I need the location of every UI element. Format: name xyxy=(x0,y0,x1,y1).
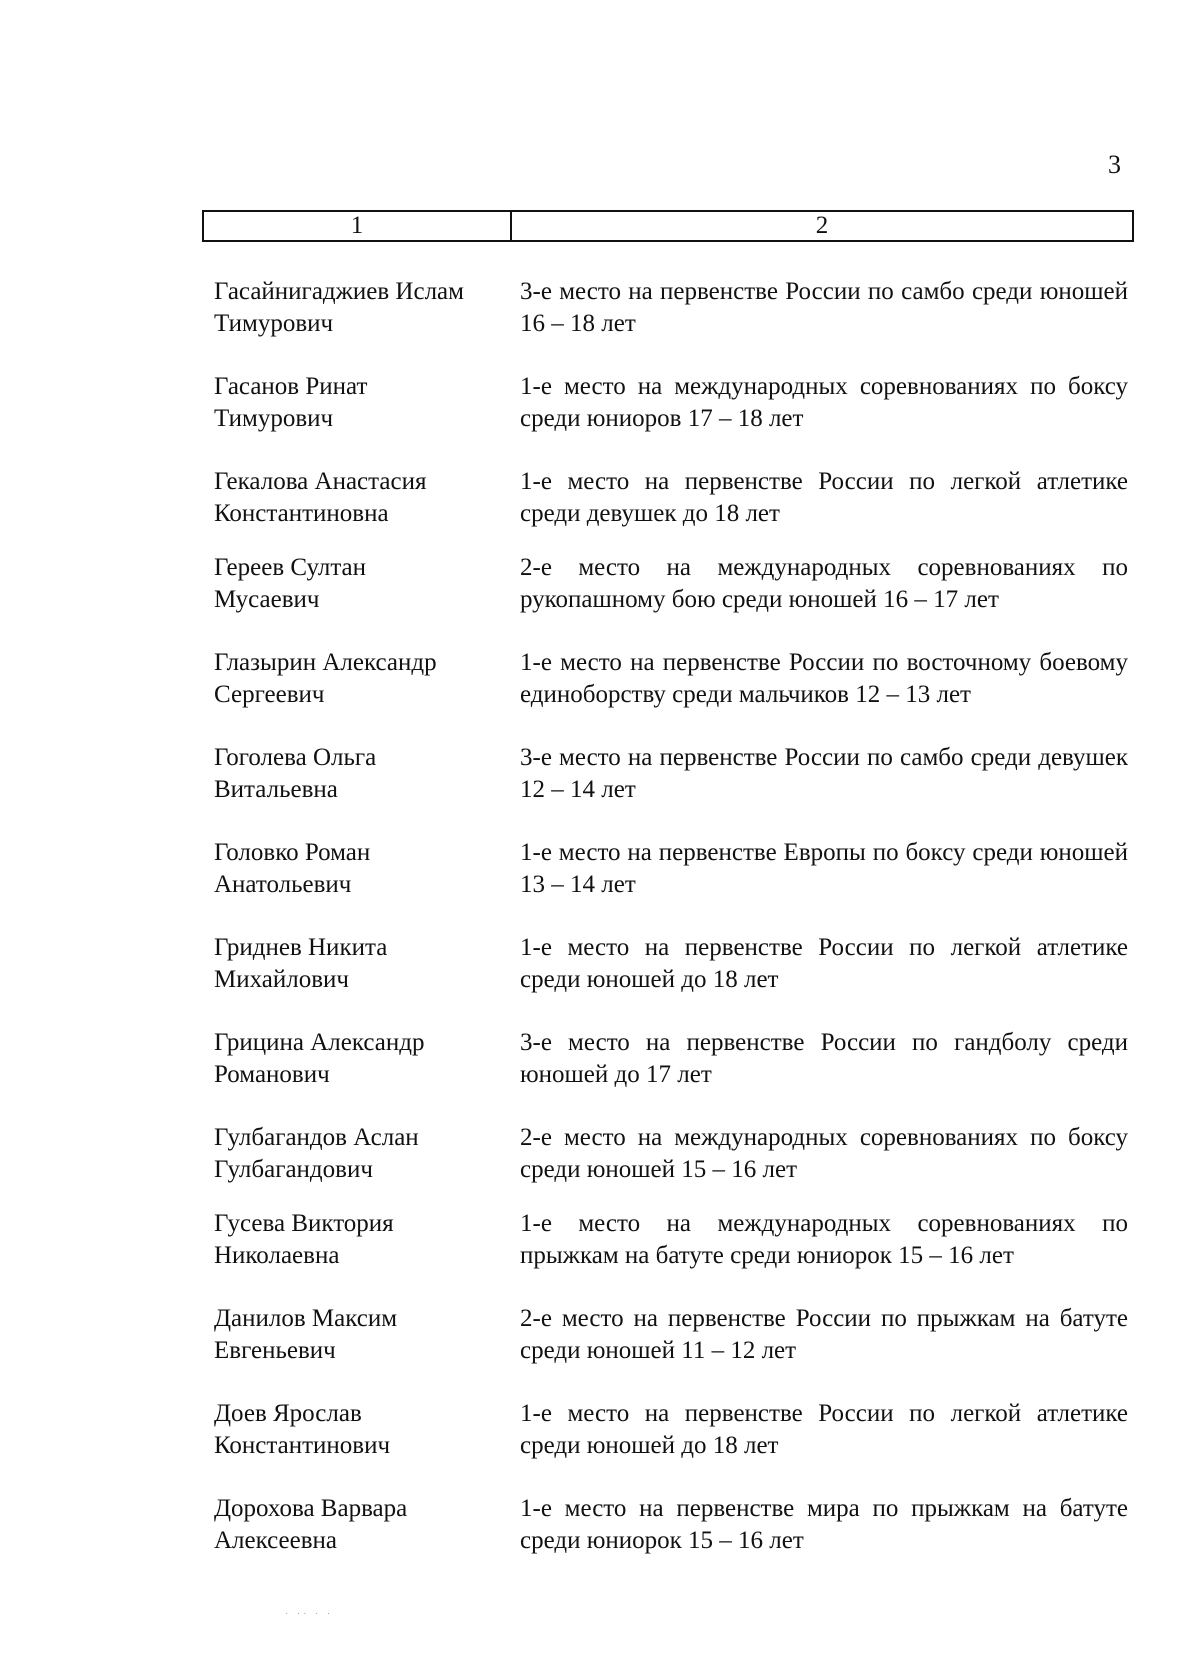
person-name xyxy=(214,276,520,371)
achievement-text: 1-е место на первенстве России по легкой атлетике среди юношей до 18 лет xyxy=(520,1400,1128,1459)
list-item xyxy=(214,1122,1134,1208)
person-name xyxy=(214,371,520,466)
person-name xyxy=(214,466,520,552)
awardee-list xyxy=(214,276,1134,1588)
person-name-line1: Гереев Султан xyxy=(214,554,367,581)
achievement-text: 3-е место на первенстве России по самбо среди юношей 16 – 18 лет xyxy=(520,278,1128,337)
person-name-line1: Гусева Виктория xyxy=(214,1210,394,1237)
achievement-text: 2-е место на международных соревнованиях по боксу среди юношей 15 – 16 лет xyxy=(520,1124,1128,1183)
person-name-line1: Головко Роман xyxy=(214,839,371,866)
achievement-text: 2-е место на международных соревнованиях по рукопашному бою среди юношей 16 – 17 лет xyxy=(520,554,1128,613)
person-name xyxy=(214,1122,520,1208)
person-name xyxy=(214,647,520,742)
person-name-line2: Константинович xyxy=(214,1432,391,1459)
person-name xyxy=(214,837,520,932)
list-item xyxy=(214,1303,1134,1398)
list-item xyxy=(214,1398,1134,1493)
person-name xyxy=(214,1208,520,1303)
achievement-text: 1-е место на первенстве мира по прыжкам на батуте среди юниорок 15 – 16 лет xyxy=(520,1495,1128,1554)
achievement-text: 3-е место на первенстве России по гандболу среди юношей до 17 лет xyxy=(520,1029,1128,1088)
person-name xyxy=(214,1303,520,1398)
person-name-line1: Гулбагандов Аслан xyxy=(214,1124,419,1151)
achievement-text: 1-е место на первенстве Европы по боксу среди юношей 13 – 14 лет xyxy=(520,839,1128,898)
list-item xyxy=(214,371,1134,466)
person-name-line2: Евгеньевич xyxy=(214,1337,336,1364)
list-item xyxy=(214,1208,1134,1303)
person-name-line1: Дорохова Варвара xyxy=(214,1495,408,1522)
person-name-line2: Алексеевна xyxy=(214,1527,338,1554)
person-name-line1: Гриднев Никита xyxy=(214,934,388,961)
person-name-line2: Сергеевич xyxy=(214,681,325,708)
person-name xyxy=(214,742,520,837)
achievement-text: 1-е место на первенстве России по легкой атлетике среди девушек до 18 лет xyxy=(520,468,1128,527)
achievement-text: 3-е место на первенстве России по самбо среди девушек 12 – 14 лет xyxy=(520,744,1128,803)
person-name-line2: Константиновна xyxy=(214,500,389,527)
list-item xyxy=(214,552,1134,647)
person-name-line1: Данилов Максим xyxy=(214,1305,398,1332)
page-number: 3 xyxy=(1108,150,1121,179)
list-item xyxy=(214,647,1134,742)
column-header-table xyxy=(202,210,1134,242)
person-name-line1: Гасанов Ринат xyxy=(214,373,368,400)
person-name xyxy=(214,1493,520,1588)
column-header-2: 2 xyxy=(815,212,829,239)
column-header-1: 1 xyxy=(204,212,512,240)
person-name-line1: Гасайнигаджиев Ислам xyxy=(214,278,464,305)
person-name-line2: Витальевна xyxy=(214,776,338,803)
person-name-line1: Глазырин Александр xyxy=(214,649,437,676)
list-item xyxy=(214,742,1134,837)
person-name-line2: Тимурович xyxy=(214,405,334,432)
person-name-line2: Николаевна xyxy=(214,1242,340,1269)
list-item xyxy=(214,276,1134,371)
person-name-line1: Доев Ярослав xyxy=(214,1400,362,1427)
person-name-line1: Грицина Александр xyxy=(214,1029,425,1056)
list-item xyxy=(214,837,1134,932)
achievement-text: 2-е место на первенстве России по прыжкам на батуте среди юношей 11 – 12 лет xyxy=(520,1305,1128,1364)
achievement-text: 1-е место на первенстве России по восточному боевому единоборству среди мальчиков 12 – 13 лет xyxy=(520,649,1128,708)
list-item xyxy=(214,932,1134,1027)
person-name xyxy=(214,1398,520,1493)
person-name-line2: Михайлович xyxy=(214,966,349,993)
person-name xyxy=(214,552,520,647)
person-name-line1: Гекалова Анастасия xyxy=(214,468,427,495)
person-name-line2: Тимурович xyxy=(214,310,334,337)
list-item xyxy=(214,1493,1134,1588)
person-name xyxy=(214,1027,520,1122)
achievement-text: 1-е место на международных соревнованиях по боксу среди юниоров 17 – 18 лет xyxy=(520,373,1128,432)
person-name-line2: Гулбагандович xyxy=(214,1156,373,1183)
person-name xyxy=(214,932,520,1027)
list-item xyxy=(214,466,1134,552)
scan-artifact: ˙ ˙˙ ˙ ˙ xyxy=(285,1612,334,1623)
person-name-line1: Гоголева Ольга xyxy=(214,744,377,771)
list-item xyxy=(214,1027,1134,1122)
achievement-text: 1-е место на первенстве России по легкой атлетике среди юношей до 18 лет xyxy=(520,934,1128,993)
person-name-line2: Романович xyxy=(214,1061,330,1088)
person-name-line2: Мусаевич xyxy=(214,586,320,613)
achievement-text: 1-е место на международных соревнованиях по прыжкам на батуте среди юниорок 15 – 16 лет xyxy=(520,1210,1128,1269)
person-name-line2: Анатольевич xyxy=(214,871,352,898)
